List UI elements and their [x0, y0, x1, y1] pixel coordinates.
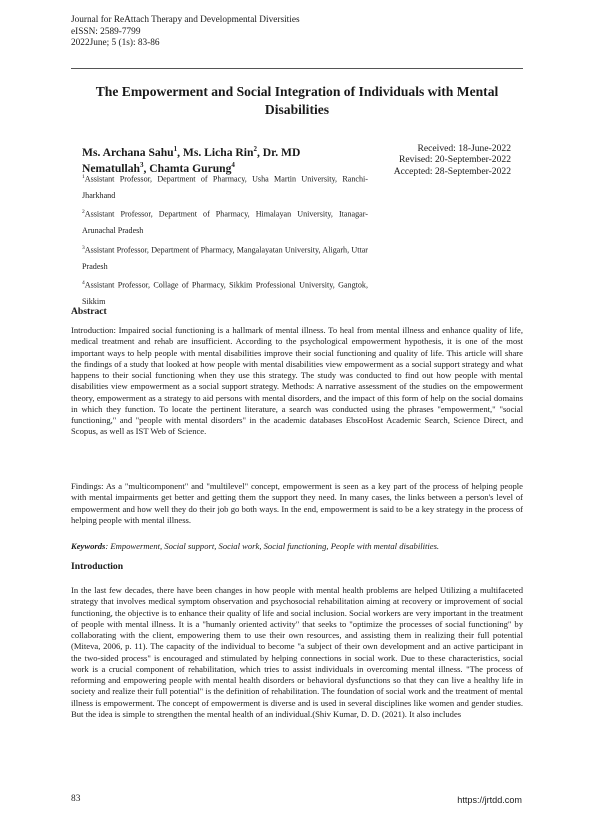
author-name: , Dr. MD	[256, 145, 301, 159]
author-name: , Chamta Gurung	[143, 162, 232, 176]
paper-title: The Empowerment and Social Integration of Individuals with Mental Disabilities	[95, 84, 499, 117]
affiliation-number: 2	[82, 209, 85, 216]
article-dates	[394, 143, 511, 177]
affiliation-text: Assistant Professor, Department of Pharmacy, Usha Martin University, Ranchi-Jharkhand	[82, 174, 368, 200]
affiliation-text: Assistant Professor, Department of Pharmacy, Mangalayatan University, Aligarh, Uttar Pradesh	[82, 245, 368, 271]
author-name: , Ms. Licha Rin	[177, 145, 254, 159]
introduction-paragraph: In the last few decades, there have been changes in how people with mental health problems are helped Utilizing a multifaceted strategy that involves medical symptom observation and psychosocial rehabilitation aiming at recovery or improvement of social functioning, the objective is to enhance their quality of life and social inclusion. Social workers are very important in the treatment of people with mental illness. It is a "humanly oriented activity" that seeks to "optimize the processes of social functioning" by collaborating with the client, empowering them to use their own resources, and assisting them in realizing their full potential (Miteva, 2006, p. 11). The capacity of the individual to become "a subject of their own development and an active participant in the two-sided process" is encouraged and stimulated by helping connections in social work. Due to these characteristics, social work is a crucial component of rehabilitation, which tries to assist individuals in overcoming mental illness. "The process of reforming and empowering people with mental health disorders or behavioral dysfunctions so that they can live a healthy life in society and realize their full potential" is the definition of rehabilitation. The foundation of social work and the treatment of mental illness is empowerment. The concept of empowerment is diverse and is used in several disciplines like women and gender studies. But the idea is simple to strengthen the mental health of an individual.(Shiv Kumar, D. D. (2021). It also includes	[71, 585, 523, 719]
revised-date: Revised: 20-September-2022	[399, 154, 511, 166]
journal-issue: 2022June; 5 (1s): 83-86	[71, 38, 160, 48]
affiliation-number: 3	[82, 244, 85, 251]
author-superscript: 1	[173, 145, 178, 153]
journal-header	[71, 15, 300, 50]
affiliation-item	[82, 275, 368, 310]
findings-paragraph: Findings: As a "multicomponent" and "multilevel" concept, empowerment is seen as a key part of the process of helping people with mental impairments get better and getting them the support they need. In many cases, the links between a person's level of empowerment and how well they do their job go both ways. In the end, empowerment is said to be a key strategy in the process of helping people with mental illness.	[71, 481, 523, 525]
affiliation-item	[82, 169, 368, 204]
accepted-date: Accepted: 28-September-2022	[393, 165, 511, 177]
author-superscript: 4	[231, 161, 235, 170]
keywords-text: : Empowerment, Social support, Social work, Social functioning, People with mental disabilities.	[105, 541, 440, 551]
affiliation-item	[82, 240, 368, 275]
author-superscript: 3	[139, 161, 144, 170]
affiliation-item	[82, 204, 368, 239]
affiliation-text: Assistant Professor, Department of Pharmacy, Himalayan University, Itanagar-Arunachal Pradesh	[82, 209, 368, 236]
received-date: Received: 18-June-2022	[417, 143, 511, 154]
author-name: Ms. Archana Sahu	[82, 145, 174, 159]
introduction-heading: Introduction	[71, 561, 124, 572]
author-name: Nematullah	[82, 162, 140, 176]
affiliation-number: 1	[82, 174, 85, 180]
affiliation-number: 4	[82, 279, 85, 286]
journal-name: Journal for ReAttach Therapy and Developmental Diversities	[71, 15, 300, 25]
author-superscript: 2	[253, 145, 257, 153]
affiliations	[82, 169, 368, 310]
journal-issn: eISSN: 2589-7799	[71, 26, 141, 37]
affiliation-text: Assistant Professor, Collage of Pharmacy, Sikkim Professional University, Gangtok, Sikkim	[82, 280, 368, 306]
keywords-label: Keywords	[71, 541, 106, 551]
keywords-line	[71, 541, 523, 552]
abstract-paragraph: Introduction: Impaired social functioning is a hallmark of mental illness. To heal from mental illness and enhance quality of life, medical treatment and rehab are insufficient. According to the psychological empowerment hypothesis, it is one of the most important ways to help people with mental disabilities improve their social functioning and quality of life. This article will share the findings of a study that looked at how people with mental disabilities view empowerment as a social support strategy and what happens to their social functioning when they use this strategy. The study was conducted to find out how people with mental disabilities view empowerment as a social support strategy. Methods: A narrative assessment of the studies on the empowerment theory, empowerment as a strategy to aid persons with mental disorders, and the impact of this form of help on the social domains in which they function. To locate the pertinent literature, a search was conducted using the phrases "empowerment," "social functioning," and "people with mental disorders" in the academic databases EbscoHost Academic Search, Science Direct, and Scopus, as well as IST Web of Science.	[71, 325, 523, 437]
header-divider	[71, 68, 523, 69]
journal-url[interactable]: https://jrtdd.com	[457, 795, 522, 805]
abstract-heading: Abstract	[71, 306, 107, 317]
page-number: 83	[71, 794, 81, 804]
